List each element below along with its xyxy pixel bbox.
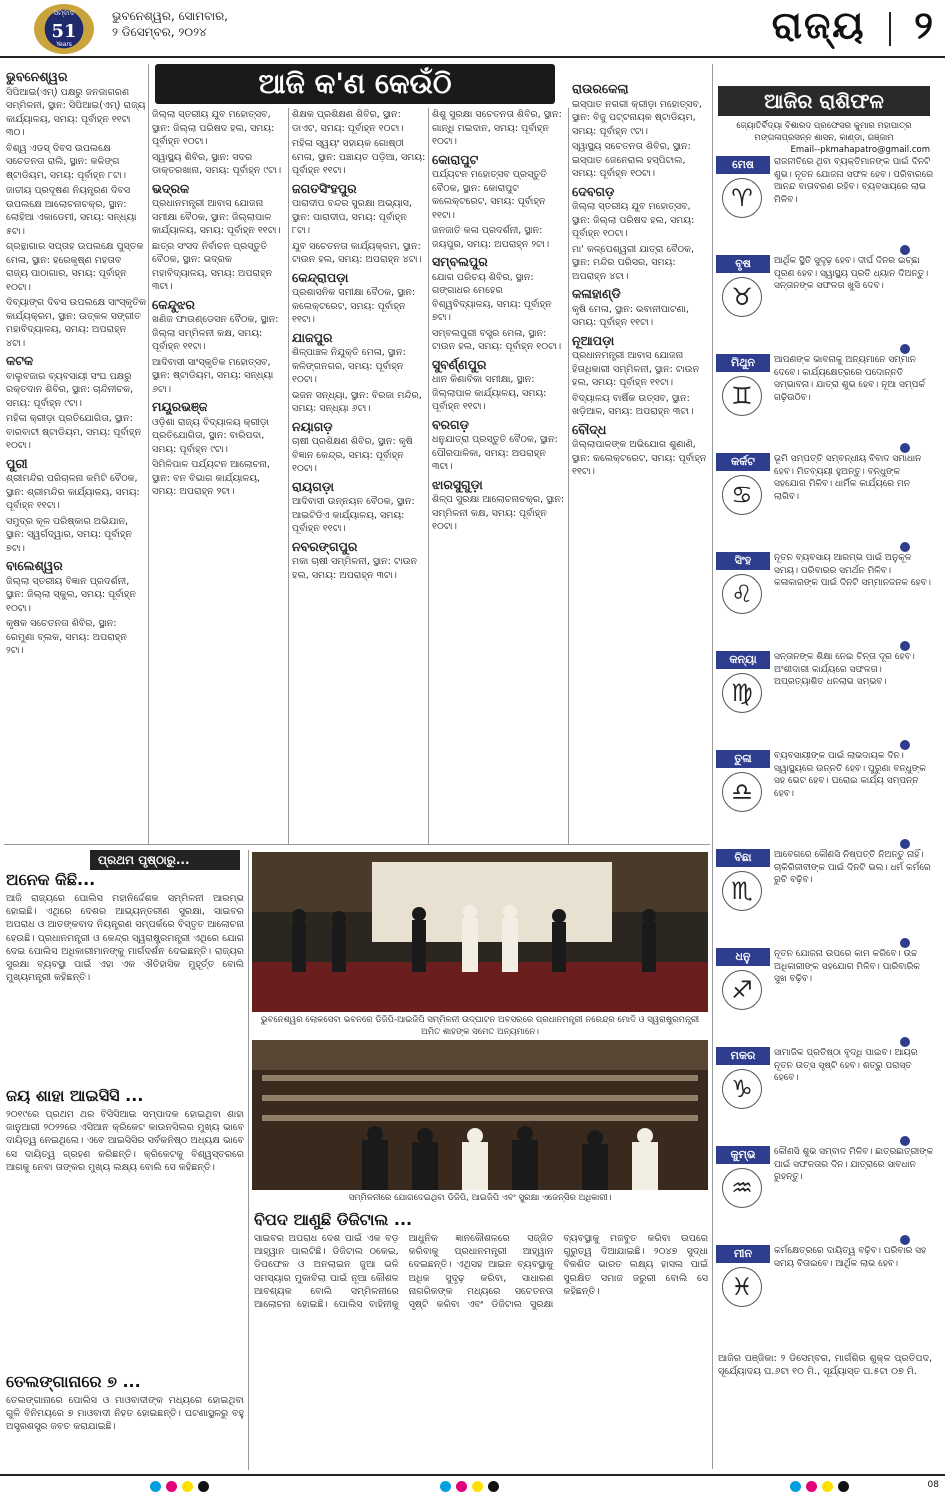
- audience-illustration: [252, 1040, 708, 1190]
- event-item: ମକା ଚାଷୀ ସମ୍ମିଳନୀ, ସ୍ଥାନ: ଟାଉନ ହଲ, ସମୟ: ଅପରାହ୍ନ ୩ଟା।: [292, 556, 418, 581]
- zodiac-sign: [716, 1245, 934, 1338]
- separator-dot: [900, 344, 910, 354]
- event-item: ସିପିଆଇ(ଏମ୍) ପକ୍ଷରୁ ଜନଜାଗରଣ ସମ୍ମିଳନୀ, ସ୍ଥାନ: ସିପିଆଇ(ଏମ୍) ରାଜ୍ୟ କାର୍ଯ୍ୟାଳୟ, ସମୟ: ପୂର୍ବାହ୍ନ ୧୧ଟା ୩୦।: [6, 86, 146, 138]
- event-item: ଶିଶୁ ସୁରକ୍ଷା ସଚେତନତା ଶିବିର, ସ୍ଥାନ: ଗାନ୍ଧି ମଇଦାନ, ସମୟ: ପୂର୍ବାହ୍ନ ୧୦ଟା।: [432, 109, 562, 147]
- zodiac-icon: ♑: [722, 1069, 762, 1109]
- separator-dot: [900, 245, 910, 255]
- events-column-5: [572, 78, 708, 836]
- zodiac-label: ଧନୁ: [716, 948, 770, 966]
- city-heading: ବାଲେଶ୍ୱର: [6, 558, 63, 573]
- separator-dot: [900, 641, 910, 651]
- zodiac-prediction: ନୂତନ ବ୍ୟବସାୟ ଆରମ୍ଭ ପାଇଁ ଅନୁକୂଳ ସମୟ। ପରିବାରର ସମର୍ଥନ ମିଳିବ। କଳାକାରଙ୍କ ପାଇଁ ଦିନଟି ସମ୍ମାନଜନକ ହେବ।: [774, 553, 931, 588]
- rashiphala-byline: [718, 120, 930, 156]
- event-item: ବିଶ୍ୱ ଏଡସ୍ ଦିବସ ଉପଲକ୍ଷେ ସଚେତନତା ରାଲି, ସ୍ଥାନ: କଳିଙ୍ଗ ଷ୍ଟାଡିୟମ, ସମୟ: ପୂର୍ବାହ୍ନ ୮ଟା।: [6, 142, 126, 181]
- anniversary-word: ସମ୍ବାଦ: [53, 9, 75, 17]
- zodiac-sign: [716, 849, 934, 942]
- zodiac-sign: [716, 750, 934, 843]
- page-footer: [0, 1474, 945, 1497]
- story-3-body: ତେଲଙ୍ଗାନାରେ ପୋଲିସ ଓ ମାଓବାଦୀଙ୍କ ମଧ୍ୟରେ ହୋଇଥିବା ଗୁଳି ବିନିମୟରେ ୭ ମାଓବାଦୀ ନିହତ ହୋଇଛନ୍ତି। ଘଟଣାସ୍ଥଳରୁ ବହୁ ଅସ୍ତ୍ରଶସ୍ତ୍ର ଜବତ କରାଯାଇଛି।: [6, 1395, 244, 1433]
- event-item: ଧାନ କିଣାବିକା ସମୀକ୍ଷା, ସ୍ଥାନ: ଜିଲ୍ଲାପାଳ କାର୍ଯ୍ୟାଳୟ, ସମୟ: ପୂର୍ବାହ୍ନ ୧୧ଟା।: [432, 374, 547, 412]
- registration-mark-black: [838, 1481, 849, 1492]
- event-item: ଶ୍ରୀମନ୍ଦିର ପରିଚାଳନା କମିଟି ବୈଠକ, ସ୍ଥାନ: ଶ୍ରୀମନ୍ଦିର କାର୍ଯ୍ୟାଳୟ, ସମୟ: ପୂର୍ବାହ୍ନ ୧୧ଟା।: [6, 473, 140, 511]
- registration-mark-magenta: [806, 1481, 817, 1492]
- zodiac-prediction: ନୂତନ ଯୋଜନା ଉପରେ କାମ କରିବେ। ଉଚ୍ଚ ଅଧିକାରୀଙ୍କ ସହଯୋଗ ମିଳିବ। ପାରିବାରିକ ସୁଖ ବଢ଼ିବ।: [774, 949, 920, 984]
- photo-2-caption: ସମ୍ମିଳନୀରେ ଯୋଗଦେଇଥିବା ଡିଜିପି, ଆଇଜିପି ଏବଂ ସୁରକ୍ଷା ଏଜେନ୍ସିର ଅଧିକାରୀ।: [348, 1193, 612, 1203]
- story-3-headline: ତେଲଙ୍ଗାନାରେ ୭ ...: [6, 1372, 141, 1391]
- events-column-3: [292, 108, 426, 836]
- event-item: ଛାତ୍ର ସଂସଦ ନିର୍ବାଚନ ପ୍ରସ୍ତୁତି ବୈଠକ, ସ୍ଥାନ: ଭଦ୍ରକ ମହାବିଦ୍ୟାଳୟ, ସମୟ: ଅପରାହ୍ନ ୩ଟା।: [152, 240, 273, 292]
- event-item: ଜନଜାତି କଳା ପ୍ରଦର୍ଶନୀ, ସ୍ଥାନ: ଜୟପୁର, ସମୟ: ଅପରାହ୍ନ ୨ଟା।: [432, 225, 550, 250]
- footer-page-number: 08: [927, 1480, 939, 1490]
- event-item: ଶିଳ୍ପ ସୁରକ୍ଷା ଆଲୋଚନାଚକ୍ର, ସ୍ଥାନ: ସମ୍ମିଳନୀ କକ୍ଷ, ସମୟ: ପୂର୍ବାହ୍ନ ୧୦ଟା।: [432, 494, 565, 532]
- anniversary-number: 51: [51, 21, 77, 42]
- astrologer-email: Email--pkmahapatro@gmail.com: [790, 145, 930, 155]
- front-page-label: ପ୍ରଥମ ପୃଷ୍ଠାରୁ...: [90, 850, 240, 870]
- separator-dot: [900, 740, 910, 750]
- city-heading: ନୂଆପଡ଼ା: [572, 332, 615, 348]
- registration-mark-magenta: [166, 1481, 177, 1492]
- column-rule: [288, 108, 289, 844]
- zodiac-prediction: କୌଣସି ଶୁଭ ସମ୍ବାଦ ମିଳିବ। ଛାତ୍ରଛାତ୍ରୀଙ୍କ ପାଇଁ ସଫଳତାର ଦିନ। ଯାତ୍ରାରେ ସାବଧାନ ରୁହନ୍ତୁ।: [774, 1147, 934, 1182]
- zodiac-prediction: ଭୂମି ସମ୍ପତ୍ତି ସମ୍ବନ୍ଧୀୟ ବିବାଦ ସମାଧାନ ହେବ। ମିତବ୍ୟୟୀ ହୁଅନ୍ତୁ। ବନ୍ଧୁଙ୍କ ସହଯୋଗ ମିଳିବ। ଧାର୍ମିକ କାର୍ଯ୍ୟରେ ମନ ଲାଗିବ।: [774, 454, 922, 502]
- zodiac-sign: [716, 255, 934, 348]
- story-4-headline: ବିପଦ ଆଣୁଛି ଡିଜିଟାଲ ...: [254, 1210, 413, 1229]
- city-heading: ମୟୂରଭଞ୍ଜ: [152, 399, 208, 414]
- city-heading: ରାୟଗଡ଼ା: [292, 478, 334, 494]
- zodiac-sign: [716, 651, 934, 744]
- registration-mark-cyan: [790, 1481, 801, 1492]
- event-item: ଦିବ୍ୟାଙ୍ଗ ଦିବସ ଉପଲକ୍ଷେ ସାଂସ୍କୃତିକ କାର୍ଯ୍ୟକ୍ରମ, ସ୍ଥାନ: ଉତ୍କଳ ସଙ୍ଗୀତ ମହାବିଦ୍ୟାଳୟ, ସମୟ: ଅପରାହ୍ନ ୪ଟା।: [6, 297, 146, 349]
- event-item: କୃଷକ ସଚେତନତା ଶିବିର, ସ୍ଥାନ: ରେମୁଣା ବ୍ଲକ, ସମୟ: ଅପରାହ୍ନ ୨ଟା।: [6, 618, 127, 656]
- events-column-1: [6, 66, 146, 836]
- zodiac-icon: ♓: [722, 1267, 762, 1307]
- city-heading: ଭୁବନେଶ୍ୱର: [6, 69, 68, 84]
- event-item: ଧନୁଯାତ୍ରା ପ୍ରସ୍ତୁତି ବୈଠକ, ସ୍ଥାନ: ପୌରପାଳିକା, ସମୟ: ଅପରାହ୍ନ ୩ଟା।: [432, 434, 558, 472]
- city-heading: କଳାହାଣ୍ଡି: [572, 286, 621, 301]
- event-item: ପ୍ରଶାସନିକ ସମୀକ୍ଷା ବୈଠକ, ସ୍ଥାନ: କଲେକ୍ଟରେଟ, ସମୟ: ପୂର୍ବାହ୍ନ ୧୧ଟା।: [292, 287, 416, 325]
- story-2-headline: ଜୟ ଶାହା ଆଇସିସି ...: [6, 1086, 144, 1105]
- city-heading: କେନ୍ଦୁଝର: [152, 296, 195, 312]
- separator-dot: [900, 1235, 910, 1245]
- city-heading: ଯାଜପୁର: [292, 329, 333, 345]
- zodiac-icon: ♈: [722, 178, 762, 218]
- registration-mark-black: [198, 1481, 209, 1492]
- separator-dot: [900, 938, 910, 948]
- zodiac-sign: [716, 1146, 934, 1239]
- zodiac-icon: ♌: [722, 574, 762, 614]
- zodiac-prediction: ସନ୍ତାନଙ୍କ ଶିକ୍ଷା ନେଇ ଚିନ୍ତା ଦୂର ହେବ। ଅଂଶୀଦାରୀ କାର୍ଯ୍ୟରେ ସଫଳତା। ଅପ୍ରତ୍ୟାଶିତ ଧନଲାଭ ସମ୍ଭବ।: [774, 652, 915, 687]
- event-item: ଜାତୀୟ ପ୍ରଦୂଷଣ ନିୟନ୍ତ୍ରଣ ଦିବସ ଉପଲକ୍ଷେ ଆଲୋଚନାଚକ୍ର, ସ୍ଥାନ: ଲୋହିଆ ଏକାଡେମୀ, ସମୟ: ସନ୍ଧ୍ୟା ୫ଟା।: [6, 185, 137, 237]
- dateline: [112, 8, 228, 40]
- zodiac-prediction: ସାମାଜିକ ପ୍ରତିଷ୍ଠା ବୃଦ୍ଧି ପାଇବ। ଆୟର ନୂତନ ଉତ୍ସ ସୃଷ୍ଟି ହେବ। ଶତ୍ରୁ ପରାସ୍ତ ହେବେ।: [774, 1048, 918, 1083]
- event-item: ସିମିଳିପାଳ ପର୍ଯ୍ୟଟନ ଆଲୋଚନା, ସ୍ଥାନ: ବନ ବିଭାଗ କାର୍ଯ୍ୟାଳୟ, ସମୟ: ଅପରାହ୍ନ ୨ଟା।: [152, 459, 270, 497]
- stage-illustration: [252, 852, 708, 1012]
- event-item: ଓଡ଼ିଶା ରାଜ୍ୟ ବିଦ୍ୟାଳୟ କ୍ରୀଡ଼ା ପ୍ରତିଯୋଗିତା, ସ୍ଥାନ: ବାରିପଦା, ସମୟ: ପୂର୍ବାହ୍ନ ୯ଟା।: [152, 416, 270, 455]
- city-heading: ନୟାଗଡ଼: [292, 418, 333, 434]
- event-item: ବିଦ୍ୟାଳୟ ବାର୍ଷିକ ଉତ୍ସବ, ସ୍ଥାନ: ଖଡ଼ିଆଳ, ସମୟ: ଅପରାହ୍ନ ୩ଟା।: [572, 392, 694, 417]
- page-number: ୨: [914, 2, 935, 47]
- event-item: ଇସ୍ପାତ ନଗରୀ କ୍ରୀଡ଼ା ମହୋତ୍ସବ, ସ୍ଥାନ: ବିଜୁ ପଟ୍ଟନାୟକ ଷ୍ଟାଡିୟମ, ସମୟ: ପୂର୍ବାହ୍ନ ୯ଟା।: [572, 98, 702, 137]
- zodiac-prediction: କର୍ମକ୍ଷେତ୍ରରେ ଦାୟିତ୍ୱ ବଢ଼ିବ। ପରିବାର ସହ ସମୟ ବିତାଇବେ। ଆର୍ଥିକ ଲାଭ ହେବ।: [774, 1246, 927, 1269]
- city-heading: ଝାରସୁଗୁଡ଼ା: [432, 476, 483, 492]
- event-item: ପର୍ଯ୍ୟଟନ ମହୋତ୍ସବ ପ୍ରସ୍ତୁତି ବୈଠକ, ସ୍ଥାନ: କୋରାପୁଟ କଲେକ୍ଟରେଟ, ସମୟ: ପୂର୍ବାହ୍ନ ୧୧ଟା।: [432, 169, 547, 221]
- event-item: ଜିଲ୍ଲା ସ୍ତରୀୟ ବିଜ୍ଞାନ ପ୍ରଦର୍ଶନୀ, ସ୍ଥାନ: ଜିଲ୍ଲା ସ୍କୁଲ, ସମୟ: ପୂର୍ବାହ୍ନ ୧୦ଟା।: [6, 575, 136, 614]
- registration-mark-yellow: [472, 1481, 483, 1492]
- anniversary-badge: [34, 4, 94, 54]
- event-item: ଖଣିଜ ଫାଉଣ୍ଡେସନ ବୈଠକ, ସ୍ଥାନ: ଜିଲ୍ଲା ସମ୍ମିଳନୀ କକ୍ଷ, ସମୟ: ପୂର୍ବାହ୍ନ ୧୧ଟା।: [152, 314, 279, 352]
- registration-mark-cyan: [150, 1481, 161, 1492]
- issue-date: ୨ ଡିସେମ୍ବର, ୨୦୨୪: [112, 25, 207, 39]
- zodiac-icon: ♍: [722, 673, 762, 713]
- event-item: ଚାଷୀ ପ୍ରଶିକ୍ଷଣ ଶିବିର, ସ୍ଥାନ: କୃଷି ବିଜ୍ଞାନ କେନ୍ଦ୍ର, ସମୟ: ପୂର୍ବାହ୍ନ ୧୦ଟା।: [292, 436, 413, 474]
- events-column-4: [432, 108, 566, 836]
- separator-dot: [900, 542, 910, 552]
- city-heading: ବରଗଡ଼: [432, 416, 469, 432]
- conference-audience-photo: [252, 1040, 708, 1190]
- event-item: ମା' କଳ୍ପେଶ୍ୱରୀ ଯାତ୍ରା ବୈଠକ, ସ୍ଥାନ: ମନ୍ଦିର ପରିସର, ସମୟ: ଅପରାହ୍ନ ୪ଟା।: [572, 243, 694, 282]
- separator-dot: [900, 1136, 910, 1146]
- column-rule: [148, 64, 149, 844]
- zodiac-label: ବିଛା: [716, 849, 770, 867]
- zodiac-sign: [716, 156, 934, 249]
- column-rule: [568, 108, 569, 844]
- event-item: ଯୋଗ ପରିଚୟ ଶିବିର, ସ୍ଥାନ: ଗଙ୍ଗାଧର ମେହେର ବିଶ୍ୱବିଦ୍ୟାଳୟ, ସମୟ: ପୂର୍ବାହ୍ନ ୭ଟା।: [432, 271, 552, 323]
- separator-dot: [900, 443, 910, 453]
- event-item: ଶିକ୍ଷକ ପ୍ରଶିକ୍ଷଣ ଶିବିର, ସ୍ଥାନ: ଡାଏଟ, ସମୟ: ପୂର୍ବାହ୍ନ ୧୦ଟା।: [292, 109, 404, 134]
- event-item: ଶିଳ୍ପାଞ୍ଚଳ ନିଯୁକ୍ତି ମେଳା, ସ୍ଥାନ: କଳିଙ୍ଗନଗର, ସମୟ: ପୂର୍ବାହ୍ନ ୧୦ଟା।: [292, 347, 406, 385]
- city-heading: ଭଦ୍ରକ: [152, 180, 190, 196]
- story-2-body: ୨୦୧୯ରେ ପ୍ରଥମ ଥର ବିସିସିଆଇ ସମ୍ପାଦକ ହୋଇଥିବା ଶାହା ଜାନୁଆରୀ ୨୦୨୨ରେ ଏସିଆନ କ୍ରିକେଟ କାଉନସିଲର ମୁଖ୍ୟ ଭାବେ ଦାୟିତ୍ୱ ନେଇଥିଲେ। ଏବେ ଆଇସିସିର ସର୍ବକନିଷ୍ଠ ଅଧ୍ୟକ୍ଷ ଭାବେ ସେ ଦାୟିତ୍ୱ ଗ୍ରହଣ କରିଛନ୍ତି। କ୍ରିକେଟକୁ ବିଶ୍ୱସ୍ତରରେ ଆଗକୁ ନେବା ତାଙ୍କର ମୁଖ୍ୟ ଲକ୍ଷ୍ୟ ବୋଲି ସେ କହିଛନ୍ତି।: [6, 1109, 244, 1173]
- masthead: [0, 0, 945, 58]
- zodiac-label: ସିଂହ: [716, 552, 770, 570]
- event-item: ପ୍ରଧାନମନ୍ତ୍ରୀ ଆବାସ ଯୋଜନା ସମୀକ୍ଷା ବୈଠକ, ସ୍ଥାନ: ଜିଲ୍ଲାପାଳ କାର୍ଯ୍ୟାଳୟ, ସମୟ: ପୂର୍ବାହ୍ନ ୧୧ଟା।: [152, 198, 281, 236]
- story-1-body: ଆଜି ରାଜ୍ୟରେ ପୋଲିସ ମହାନିର୍ଦ୍ଦେଶକ ସମ୍ମିଳନୀ ଆରମ୍ଭ ହୋଇଛି। ଏଥିରେ ଦେଶର ଆଭ୍ୟନ୍ତରୀଣ ସୁରକ୍ଷା, ସାଇବର ଅପରାଧ ଓ ଆତଙ୍କବାଦ ନିୟନ୍ତ୍ରଣ ସମ୍ପର୍କରେ ବିସ୍ତୃତ ଆଲୋଚନା ହେଉଛି। ପ୍ରଧାନମନ୍ତ୍ରୀ ଓ କେନ୍ଦ୍ର ସ୍ୱରାଷ୍ଟ୍ରମନ୍ତ୍ରୀ ଏଥିରେ ଯୋଗ ଦେଇ ପୋଲିସ ଅଧିକାରୀମାନଙ୍କୁ ମାର୍ଗଦର୍ଶନ ଦେଇଛନ୍ତି। ରାଜ୍ୟର ସୁରକ୍ଷା ବ୍ୟବସ୍ଥା ପାଇଁ ଏହା ଏକ ଐତିହାସିକ ମୁହୂର୍ତ୍ତ ବୋଲି ମୁଖ୍ୟମନ୍ତ୍ରୀ କହିଛନ୍ତି।: [6, 893, 244, 984]
- zodiac-label: ତୁଳା: [716, 750, 770, 768]
- city-heading: ଦେବଗଡ଼: [572, 183, 615, 199]
- column-rule: [248, 850, 249, 1470]
- zodiac-label: ମକର: [716, 1047, 770, 1065]
- event-item: ଗ୍ରନ୍ଥାଗାର ସପ୍ତାହ ଉପଲକ୍ଷେ ପୁସ୍ତକ ମେଳା, ସ୍ଥାନ: ହରେକୃଷ୍ଣ ମହତାବ ରାଜ୍ୟ ପାଠାଗାର, ସମୟ: ପୂର୍ବାହ୍ନ ୧୦ଟା।: [6, 241, 144, 293]
- zodiac-sign: [716, 948, 934, 1041]
- zodiac-label: ମିଥୁନ: [716, 354, 770, 372]
- header-divider: [889, 12, 891, 46]
- registration-mark-black: [488, 1481, 499, 1492]
- zodiac-sign: [716, 1047, 934, 1140]
- column-rule: [428, 108, 429, 844]
- zodiac-icon: ♏: [722, 871, 762, 911]
- column-rule: [712, 64, 713, 1469]
- zodiac-icon: ♒: [722, 1168, 762, 1208]
- zodiac-label: କୁମ୍ଭ: [716, 1146, 770, 1164]
- story-1-headline: ଅନେକ କିଛି...: [6, 870, 96, 889]
- city-heading: କଟକ: [6, 353, 34, 368]
- event-item: ଜିଲ୍ଲା ସ୍ତରୀୟ ଯୁବ ମହୋତ୍ସବ, ସ୍ଥାନ: ଜିଲ୍ଲା ପରିଷଦ ହଲ, ସମୟ: ପୂର୍ବାହ୍ନ ୧୦ଟା।: [572, 201, 695, 239]
- city-heading: ସୁବର୍ଣ୍ଣପୁର: [432, 356, 487, 372]
- event-item: ମହିଳା ସ୍ୱୟଂ ସହାୟକ ଗୋଷ୍ଠୀ ମେଳା, ସ୍ଥାନ: ପଞ୍ଚାୟତ ପଡ଼ିଆ, ସମୟ: ପୂର୍ବାହ୍ନ ୧୧ଟା।: [292, 138, 426, 176]
- section-rule: [4, 844, 710, 845]
- event-item: ଆଦିବାସୀ ସାଂସ୍କୃତିକ ମହୋତ୍ସବ, ସ୍ଥାନ: ଷ୍ଟାଡିୟମ, ସମୟ: ସନ୍ଧ୍ୟା ୬ଟା।: [152, 356, 274, 395]
- event-item: ଆଦିବାସୀ ଉନ୍ନୟନ ବୈଠକ, ସ୍ଥାନ: ଆଇଟିଡିଏ କାର୍ଯ୍ୟାଳୟ, ସମୟ: ପୂର୍ବାହ୍ନ ୧୧ଟା।: [292, 496, 415, 534]
- zodiac-sign: [716, 354, 934, 447]
- event-item: ପାରାଦୀପ ବନ୍ଦର ସୁରକ୍ଷା ଅଭ୍ୟାସ, ସ୍ଥାନ: ପାରାଦୀପ, ସମୟ: ପୂର୍ବାହ୍ନ ୮ଟା।: [292, 198, 412, 236]
- zodiac-icon: ♋: [722, 475, 762, 515]
- zodiac-label: ମୀନ: [716, 1245, 770, 1263]
- city-heading: ନବରଙ୍ଗପୁର: [292, 538, 358, 554]
- zodiac-label: କନ୍ୟା: [716, 651, 770, 669]
- zodiac-prediction: ଆପଣଙ୍କ ଭାବନାକୁ ଅନ୍ୟମାନେ ସମ୍ମାନ ଦେବେ। କାର୍ଯ୍ୟକ୍ଷେତ୍ରରେ ପଦୋନ୍ନତି ସମ୍ଭାବନା। ଯାତ୍ରା ଶୁଭ ହେବ। ନୂଆ ସମ୍ପର୍କ ଗଢ଼ିଉଠିବ।: [774, 355, 925, 403]
- page-header: [772, 2, 935, 48]
- zodiac-prediction: ଆର୍ଥିକ ସ୍ଥିତି ସୁଦୃଢ଼ ହେବ। ଦୀର୍ଘ ଦିନର ଇଚ୍ଛା ପୂରଣ ହେବ। ସ୍ୱାସ୍ଥ୍ୟ ପ୍ରତି ଧ୍ୟାନ ଦିଅନ୍ତୁ। ସନ୍ତାନଙ୍କ ସଫଳତା ଖୁସି ଦେବ।: [774, 256, 929, 291]
- city-heading: କେନ୍ଦ୍ରାପଡ଼ା: [292, 269, 349, 285]
- event-item: ଜିଲ୍ଲା ସ୍ତରୀୟ ଯୁବ ମହୋତ୍ସବ, ସ୍ଥାନ: ଜିଲ୍ଲା ପରିଷଦ ହଲ, ସମୟ: ପୂର୍ବାହ୍ନ ୧୦ଟା।: [152, 109, 275, 147]
- city-heading: ପୁରୀ: [6, 455, 28, 471]
- zodiac-sign: [716, 552, 934, 645]
- events-column-2: [152, 108, 286, 836]
- zodiac-label: ମେଷ: [716, 156, 770, 174]
- event-item: ପ୍ରଧାନମନ୍ତ୍ରୀ ଆବାସ ଯୋଜନା ହିତାଧିକାରୀ ସମ୍ମିଳନୀ, ସ୍ଥାନ: ଟାଉନ ହଲ, ସମୟ: ପୂର୍ବାହ୍ନ ୧୧ଟା।: [572, 350, 700, 388]
- event-item: ବାଲୁବଜାର ବ୍ୟବସାୟୀ ସଂଘ ପକ୍ଷରୁ ରକ୍ତଦାନ ଶିବିର, ସ୍ଥାନ: ଚାନ୍ଦିନୀଚକ, ସମୟ: ପୂର୍ବାହ୍ନ ୯ଟା।: [6, 370, 134, 409]
- zodiac-label: ବୃଷ: [716, 255, 770, 273]
- zodiac-prediction: ରାଜନୀତିରେ ଥିବା ବ୍ୟକ୍ତିମାନଙ୍କ ପାଇଁ ଦିନଟି ଶୁଭ। ନୂତନ ଯୋଜନା ସଫଳ ହେବ। ପରିବାରରେ ଆନନ୍ଦ ବାତାବରଣ ରହିବ। ବ୍ୟବସାୟରେ ଲାଭ ମିଳିବ।: [774, 157, 934, 205]
- event-item: ସମ୍ବଲପୁରୀ ବସ୍ତ୍ର ମେଳା, ସ୍ଥାନ: ଟାଉନ ହଲ, ସମୟ: ପୂର୍ବାହ୍ନ ୧୦ଟା।: [432, 327, 562, 352]
- event-item: ସ୍ୱାସ୍ଥ୍ୟ ଶିବିର, ସ୍ଥାନ: ସଦର ଡାକ୍ତରଖାନା, ସମୟ: ପୂର୍ବାହ୍ନ ୯ଟା।: [152, 151, 282, 176]
- event-item: ସ୍ୱାସ୍ଥ୍ୟ ସଚେତନତା ଶିବିର, ସ୍ଥାନ: ଇସ୍ପାତ ଜେନେରାଲ ହସ୍ପିଟାଲ, ସମୟ: ପୂର୍ବାହ୍ନ ୧୦ଟା।: [572, 141, 691, 179]
- story-4-body: ସାଇବର ଅପରାଧ ଦେଶ ପାଇଁ ଏକ ବଡ଼ ଆହ୍ୱାନ ପାଲଟିଛି। ଡିଜିଟାଲ ଠକେଇ, ଡିପଫେକ ଓ ଅନଲାଇନ ଜୁଆ ଭଳି ସମସ୍ୟାର ମୁକାବିଲା ପାଇଁ ନୂଆ କୌଶଳ ଆବଶ୍ୟକ ବୋଲି ସମ୍ମିଳନୀରେ ଆଲୋଚନା ହୋଇଛି। ପୋଲିସ ବାହିନୀକୁ ଆଧୁନିକ ଜ୍ଞାନକୌଶଳରେ ସଜ୍ଜିତ କରିବାକୁ ପ୍ରଧାନମନ୍ତ୍ରୀ ଆହ୍ୱାନ ଦେଇଛନ୍ତି। ଏଥିସହ ଆଇନ ବ୍ୟବସ୍ଥାକୁ ଅଧିକ ସୁଦୃଢ଼ କରିବା, ସାଧାରଣ ନାଗରିକଙ୍କ ମଧ୍ୟରେ ସଚେତନତା ସୃଷ୍ଟି କରିବା ଏବଂ ଡିଜିଟାଲ ସୁରକ୍ଷା ବ୍ୟବସ୍ଥାକୁ ମଜବୁତ କରିବା ଉପରେ ଗୁରୁତ୍ୱ ଦିଆଯାଇଛି। ୨୦୪୭ ସୁଦ୍ଧା ବିକଶିତ ଭାରତ ଲକ୍ଷ୍ୟ ହାସଲ ପାଇଁ ସୁରକ୍ଷିତ ସମାଜ ଜରୁରୀ ବୋଲି ସେ କହିଛନ୍ତି।: [254, 1233, 708, 1311]
- anniversary-sub: Years: [56, 41, 72, 48]
- city-heading: ବୌଦ୍ଧ: [572, 421, 607, 437]
- separator-dot: [900, 1037, 910, 1047]
- event-item: ଭଜନ ସନ୍ଧ୍ୟା, ସ୍ଥାନ: ବିରଜା ମନ୍ଦିର, ସମୟ: ସନ୍ଧ୍ୟା ୬ଟା।: [292, 389, 422, 414]
- astrologer-name: ଜ୍ୟୋତିର୍ବିଦ୍ୟା ବିଶାରଦ ପ୍ରଫେସର କୁମାର ମହାପାତ୍ର: [736, 121, 912, 131]
- conference-stage-photo: [252, 852, 708, 1012]
- zodiac-icon: ♎: [722, 772, 762, 812]
- event-item: ସମୁଦ୍ର କୂଳ ପରିଷ୍କାର ଅଭିଯାନ, ସ୍ଥାନ: ସ୍ୱର୍ଗଦ୍ୱାର, ସମୟ: ପୂର୍ବାହ୍ନ ୭ଟା।: [6, 515, 132, 554]
- panjika-text: ଆଜିର ପଞ୍ଜିକା: ୨ ଡିସେମ୍ବର, ମାର୍ଗଶିର ଶୁକ୍ଳ ପ୍ରତିପଦ, ସୂର୍ଯ୍ୟୋଦୟ ଘ.୬ଟା ୧୦ ମି., ସୂର୍ଯ୍ୟାସ୍ତ ଘ.୫ଟା ୦୭ ମି.: [718, 1353, 932, 1378]
- zodiac-icon: ♉: [722, 277, 762, 317]
- place-day: ଭୁବନେଶ୍ୱର, ସୋମବାର,: [112, 9, 229, 23]
- events-banner: ଆଜି କ'ଣ କେଉଁଠି: [155, 64, 555, 104]
- separator-dot: [900, 839, 910, 849]
- zodiac-icon: ♊: [722, 376, 762, 416]
- city-heading: ଜଗତସିଂହପୁର: [292, 180, 357, 196]
- zodiac-label: କର୍କଟ: [716, 453, 770, 471]
- section-title: ରାଜ୍ୟ: [771, 2, 866, 47]
- zodiac-icon: ♐: [722, 970, 762, 1010]
- zodiac-sign: [716, 453, 934, 546]
- zodiac-prediction: ବ୍ୟବସାୟୀଙ୍କ ପାଇଁ ଲାଭଦାୟକ ଦିନ। ସ୍ୱାସ୍ଥ୍ୟରେ ଉନ୍ନତି ହେବ। ପୁରୁଣା ବନ୍ଧୁଙ୍କ ସହ ଭେଟ ହେବ। ଘରୋଇ କାର୍ଯ୍ୟ ସମ୍ପନ୍ନ ହେବ।: [774, 751, 926, 799]
- zodiac-prediction: ଆବେଗରେ କୌଣସି ନିଷ୍ପତ୍ତି ନିଅନ୍ତୁ ନାହିଁ। ଚାକିରିଜୀବୀଙ୍କ ପାଇଁ ଦିନଟି ଭଲ। ଧର୍ମ କର୍ମରେ ରୁଚି ବଢ଼ିବ।: [774, 850, 931, 885]
- city-heading: ସମ୍ବଲପୁର: [432, 254, 488, 269]
- registration-mark-yellow: [182, 1481, 193, 1492]
- registration-mark-cyan: [440, 1481, 451, 1492]
- registration-mark-magenta: [456, 1481, 467, 1492]
- city-heading: ରାଉରକେଲା: [572, 81, 629, 96]
- photo-1-caption: ଭୁବନେଶ୍ୱର ଲୋକସେବା ଭବନରେ ଡିଜିପି-ଆଇଜିପି ସମ୍ମିଳନୀ ଉଦ୍‌ଘାଟନ ଅବସରରେ ପ୍ରଧାନମନ୍ତ୍ରୀ ନରେନ୍ଦ୍ର ମୋଦି ଓ ସ୍ୱରାଷ୍ଟ୍ରମନ୍ତ୍ରୀ ଅମିତ ଶାହଙ୍କ ସମେତ ଅନ୍ୟମାନେ।: [260, 1015, 700, 1037]
- event-item: ମହିଳା କ୍ରୀଡ଼ା ପ୍ରତିଯୋଗିତା, ସ୍ଥାନ: ବାରବାଟୀ ଷ୍ଟାଡିୟମ, ସମୟ: ପୂର୍ବାହ୍ନ ୧୦ଟା।: [6, 413, 142, 451]
- city-heading: କୋରାପୁଟ: [432, 151, 479, 167]
- event-item: ଜିଲ୍ଲାପାଳଙ୍କ ଅଭିଯୋଗ ଶୁଣାଣି, ସ୍ଥାନ: କଲେକ୍ଟରେଟ, ସମୟ: ପୂର୍ବାହ୍ନ ୧୧ଟା।: [572, 439, 707, 477]
- registration-mark-yellow: [822, 1481, 833, 1492]
- rashiphala-title: ଆଜିର ରାଶିଫଳ: [718, 86, 930, 116]
- astrologer-address: ମଙ୍ଗଳାପ୍ରସନ୍ନ ଶାସନ, କାଣ୍ଡା, ଗଞ୍ଜାମ: [754, 133, 894, 143]
- event-item: ଯୁବ ସଚେତନତା କାର୍ଯ୍ୟକ୍ରମ, ସ୍ଥାନ: ଟାଉନ ହଲ, ସମୟ: ଅପରାହ୍ନ ୪ଟା।: [292, 240, 422, 265]
- event-item: କୃଷି ମେଳା, ସ୍ଥାନ: ଭବାନୀପାଟଣା, ସମୟ: ପୂର୍ବାହ୍ନ ୧୧ଟା।: [572, 303, 689, 328]
